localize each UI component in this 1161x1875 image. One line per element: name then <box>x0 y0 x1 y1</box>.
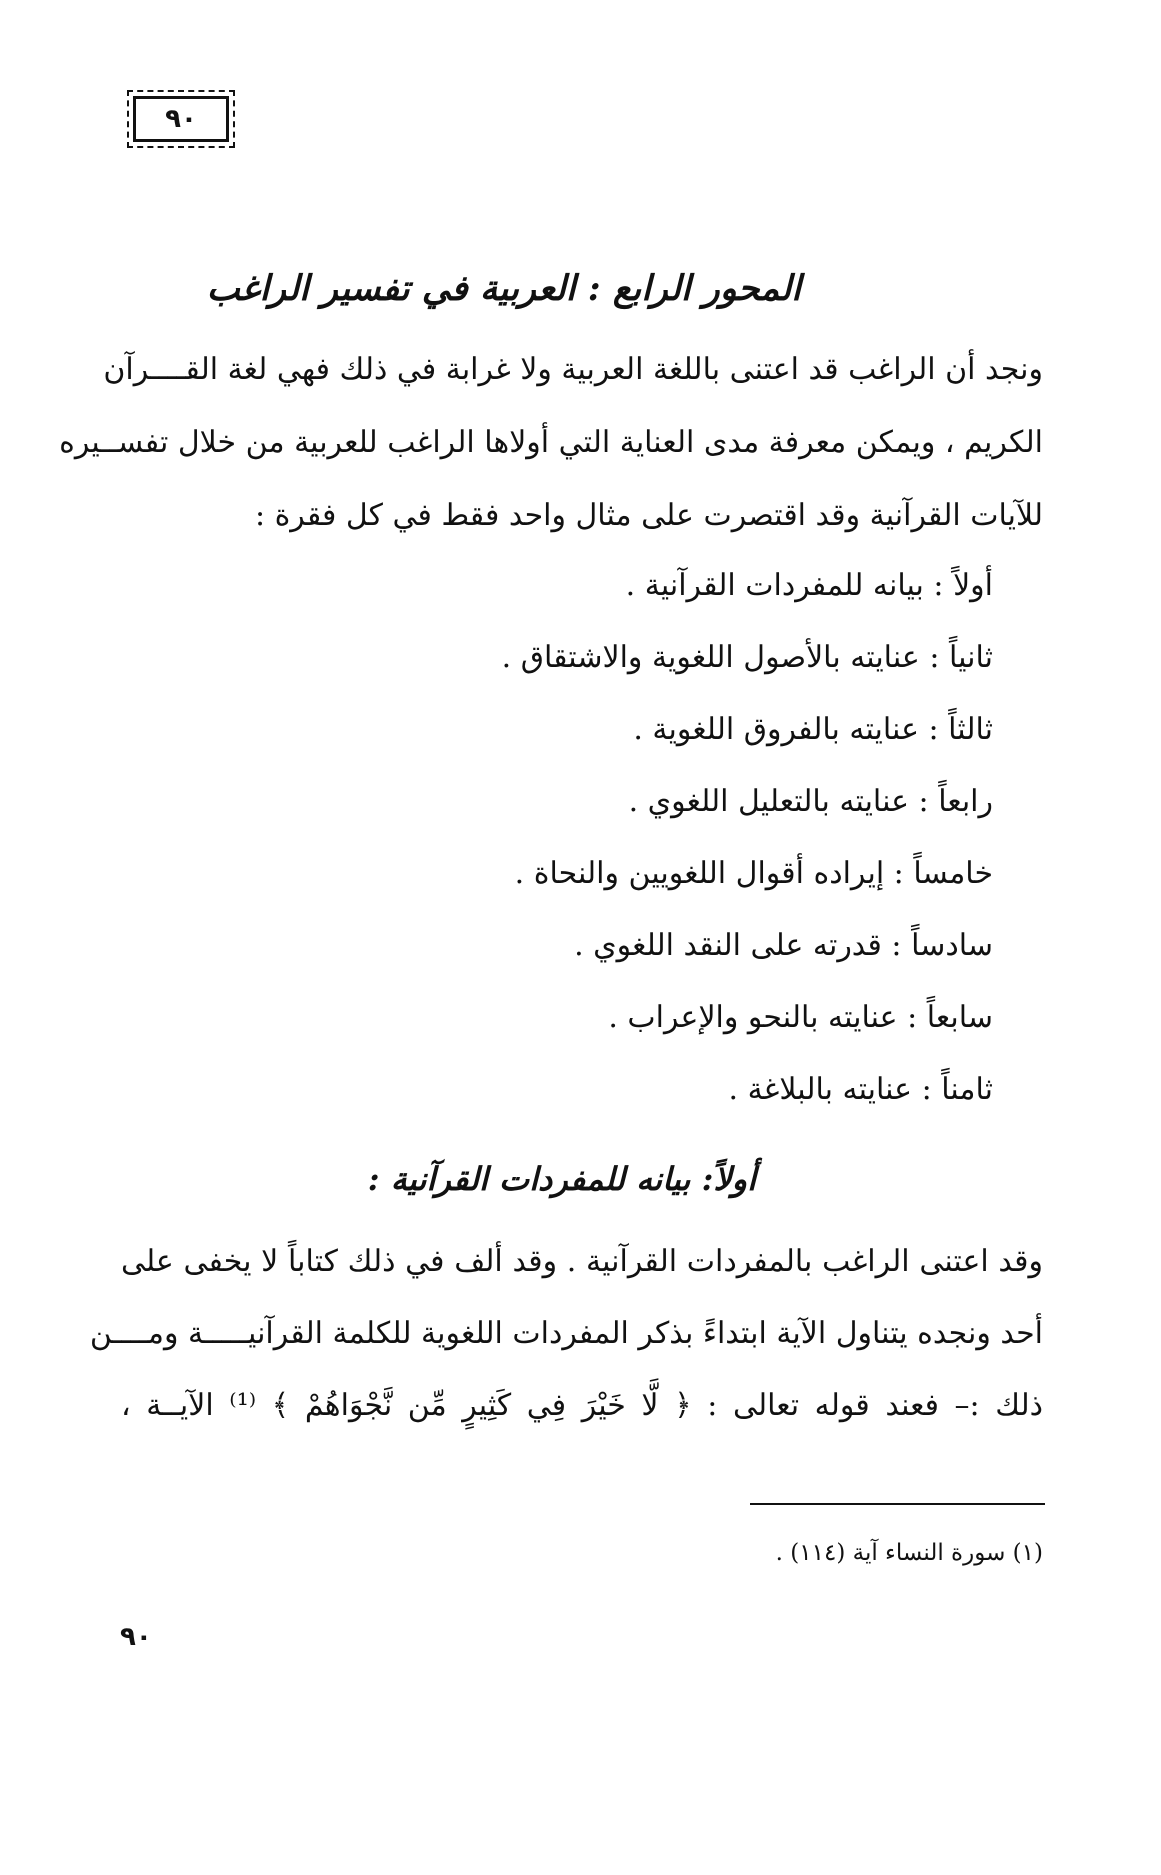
list-item-2: ثانياً : عنايته بالأصول اللغوية والاشتقاق . <box>501 640 993 675</box>
list-item-7: سابعاً : عنايته بالنحو والإعراب . <box>608 1000 993 1035</box>
section-heading: المحور الرابع : العربية في تفسير الراغب <box>206 268 801 309</box>
subsection-heading: أولاً: بيانه للمفردات القرآنية : <box>367 1160 756 1198</box>
intro-line-3: للآيات القرآنية وقد اقتصرت على مثال واحد فقط في كل فقرة : <box>254 498 1043 533</box>
intro-line-1: ونجد أن الراغب قد اعتنى باللغة العربية ولا غرابة في ذلك فهي لغة القــــرآن <box>103 352 1043 387</box>
body-line-3: ذلك :– فعند قوله تعالى : ﴿ لَّا خَيْرَ فِي كَثِيرٍ مِّن نَّجْوَاهُمْ ﴾ ⁽¹⁾ الآيــة ، <box>121 1388 1043 1423</box>
page-number-box-text: ٩٠ <box>165 104 197 134</box>
list-item-1: أولاً : بيانه للمفردات القرآنية . <box>625 568 993 603</box>
list-item-4: رابعاً : عنايته بالتعليل اللغوي . <box>628 784 993 819</box>
footnote: (١) سورة النساء آية (١١٤) . <box>775 1540 1043 1566</box>
body-line-2: أحد ونجده يتناول الآية ابتداءً بذكر المفردات اللغوية للكلمة القرآنيـــــة ومــــن <box>89 1316 1043 1351</box>
list-item-6: سادساً : قدرته على النقد اللغوي . <box>574 928 993 963</box>
intro-line-2: الكريم ، ويمكن معرفة مدى العناية التي أولاها الراغب للعربية من خلال تفســيره <box>59 425 1043 460</box>
body-line-1: وقد اعتنى الراغب بالمفردات القرآنية . وقد ألف في ذلك كتاباً لا يخفى على <box>121 1244 1043 1279</box>
page-number-box <box>133 96 229 142</box>
list-item-3: ثالثاً : عنايته بالفروق اللغوية . <box>633 712 993 747</box>
page-number: ٩٠ <box>120 1622 152 1652</box>
list-item-8: ثامناً : عنايته بالبلاغة . <box>728 1072 993 1107</box>
list-item-5: خامساً : إيراده أقوال اللغويين والنحاة . <box>514 856 993 891</box>
footnote-divider <box>750 1503 1045 1505</box>
